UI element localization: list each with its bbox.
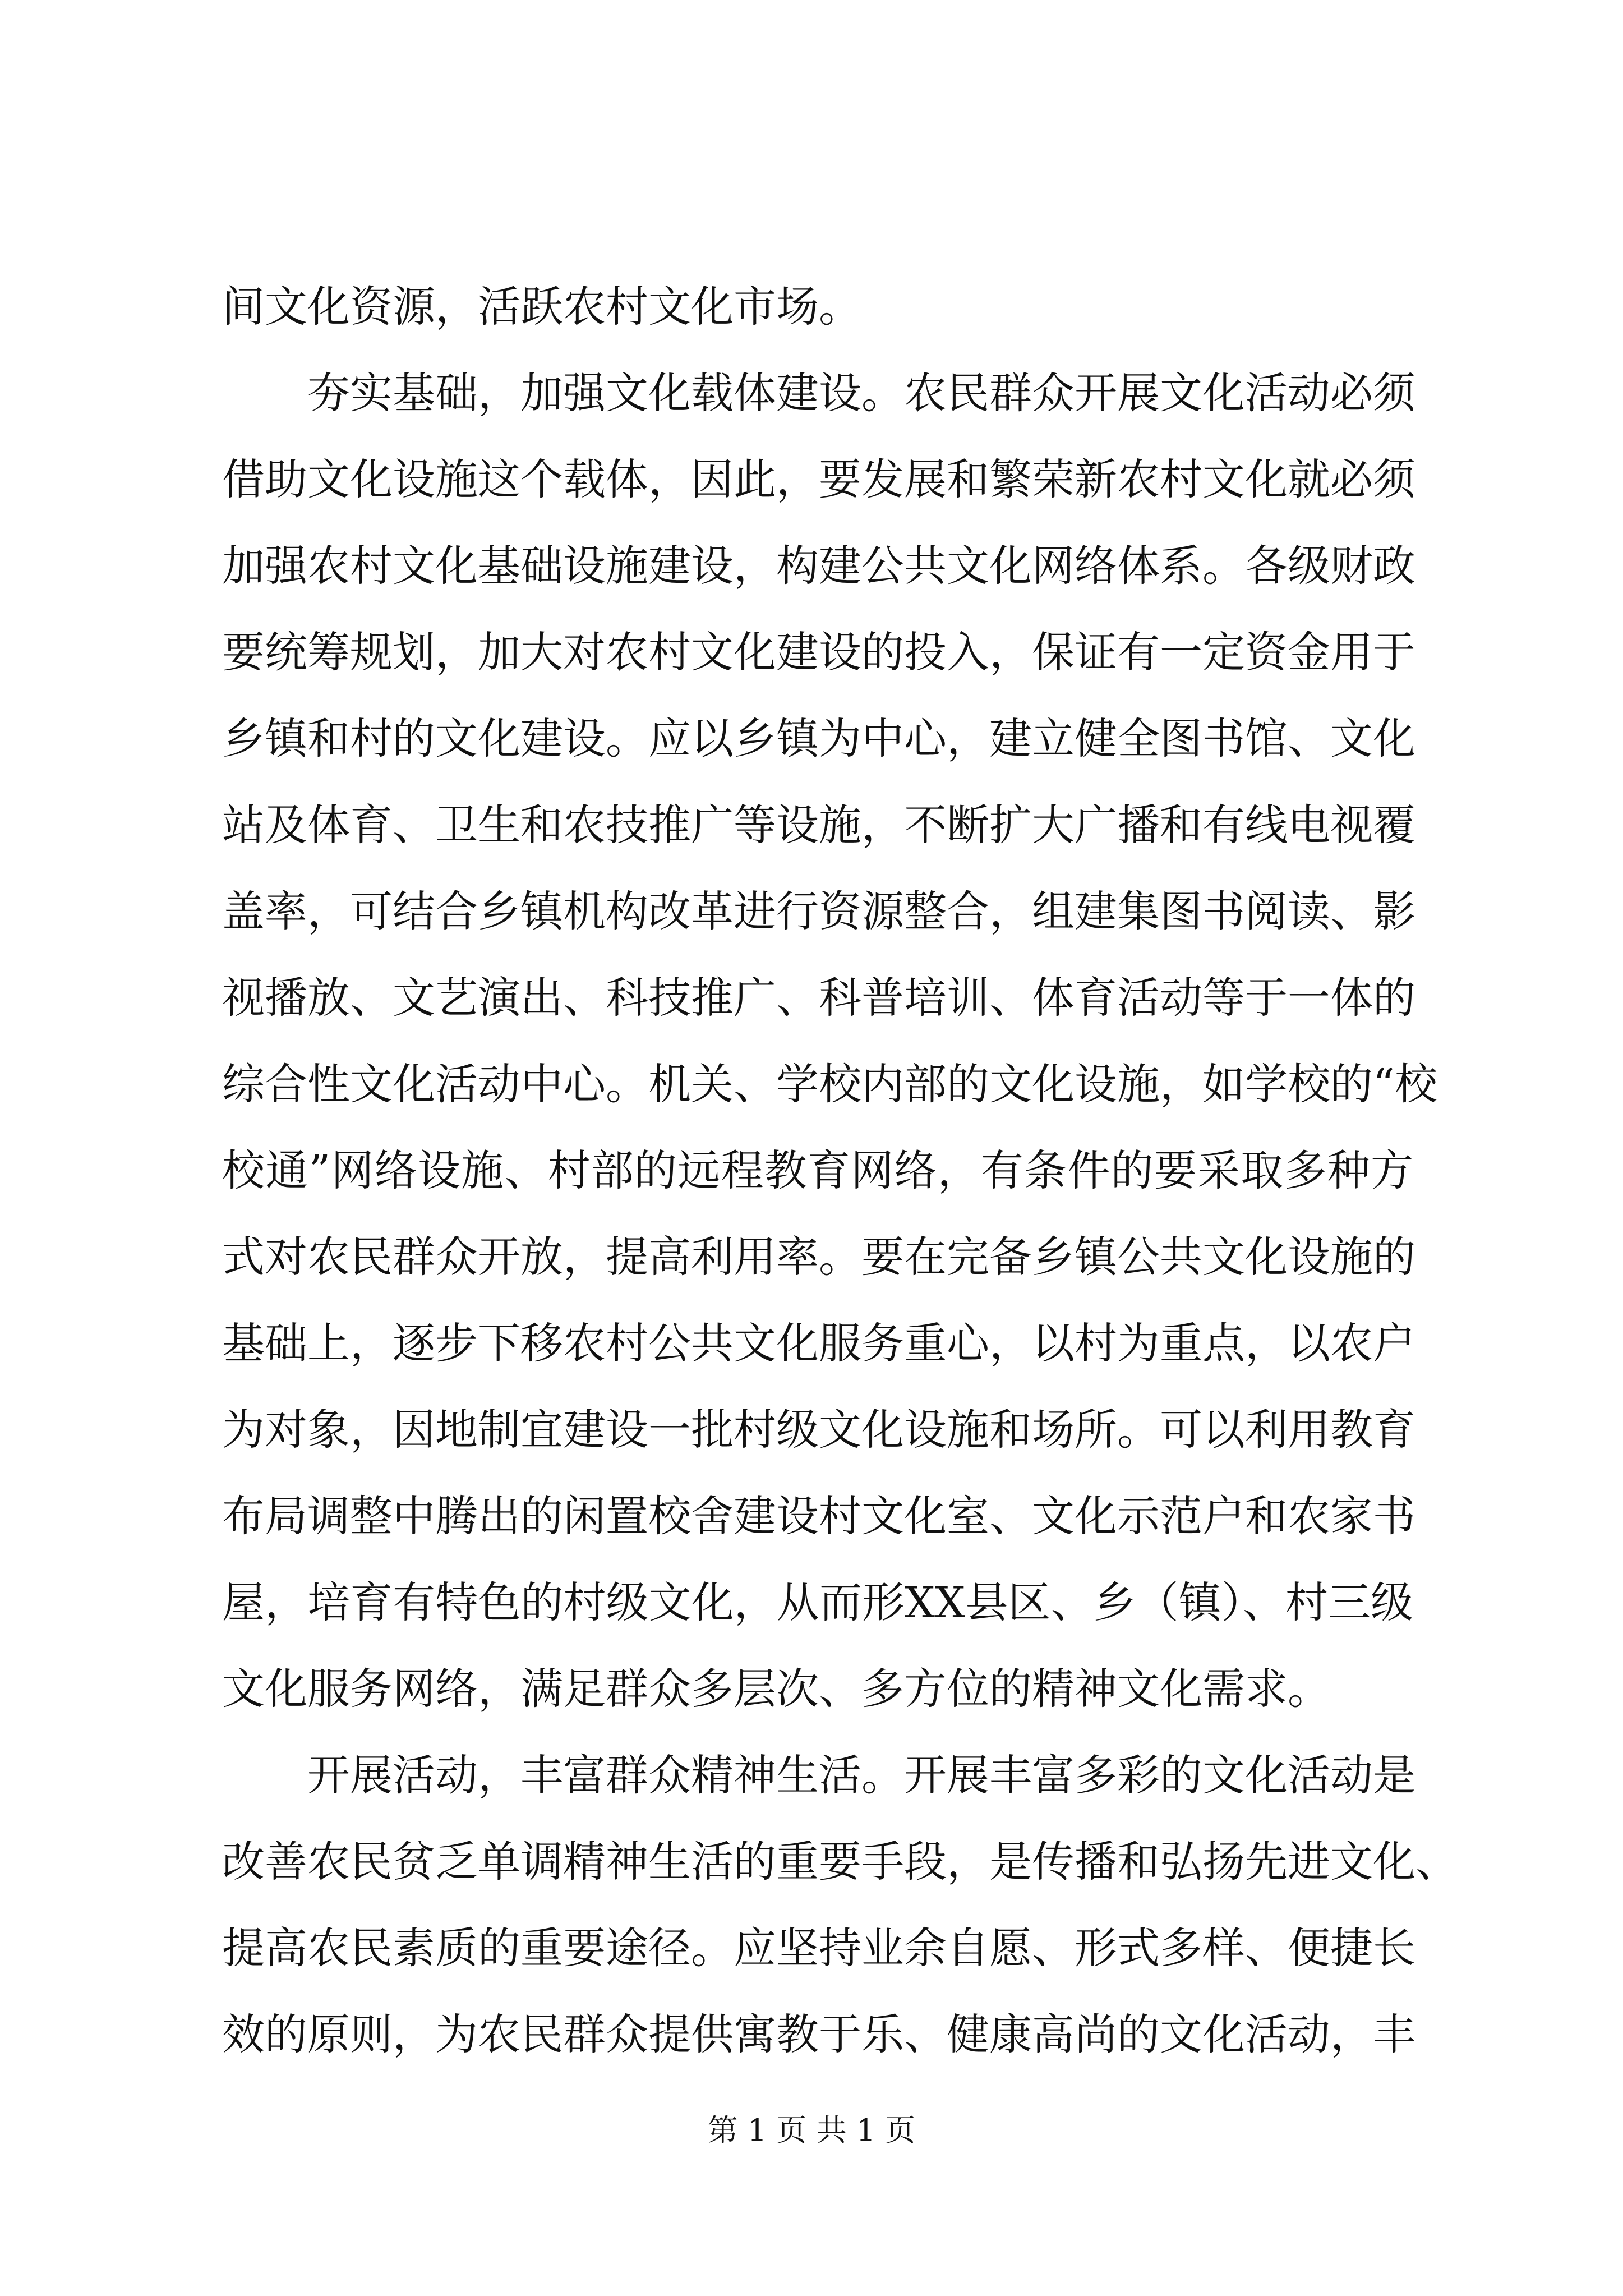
- text-line: 开展活动，丰富群众精神生活。开展丰富多彩的文化活动是: [307, 1750, 1415, 1800]
- text-line: 为对象，因地制宜建设一批村级文化设施和场所。可以利用教育: [222, 1405, 1415, 1455]
- text-line: 屋，培育有特色的村级文化，从而形XX县区、乡（镇）、村三级: [222, 1577, 1413, 1627]
- text-line: 综合性文化活动中心。机关、学校内部的文化设施，如学校的“校: [222, 1059, 1437, 1109]
- text-line: 间文化资源，活跃农村文化市场。: [222, 282, 861, 332]
- paragraph: [222, 1732, 1458, 2078]
- document-body: [222, 264, 1458, 2078]
- page-footer: 第 1 页 共 1 页: [707, 2113, 916, 2148]
- text-line: 基础上，逐步下移农村公共文化服务重心，以村为重点，以农户: [222, 1318, 1415, 1368]
- text-line: 文化服务网络，满足群众多层次、多方位的精神文化需求。: [222, 1664, 1330, 1714]
- text-line: 改善农民贫乏单调精神生活的重要手段，是传播和弘扬先进文化、: [222, 1837, 1458, 1887]
- text-line: 借助文化设施这个载体，因此，要发展和繁荣新农村文化就必须: [222, 454, 1415, 504]
- text-line: 夯实基础，加强文化载体建设。农民群众开展文化活动必须: [307, 368, 1415, 418]
- text-line: 校通”网络设施、村部的远程教育网络，有条件的要采取多种方: [222, 1145, 1413, 1195]
- text-line: 式对农民群众开放，提高利用率。要在完备乡镇公共文化设施的: [222, 1232, 1415, 1282]
- text-line: 效的原则，为农民群众提供寓教于乐、健康高尚的文化活动，丰: [222, 2009, 1415, 2059]
- text-line: 提高农民素质的重要途径。应坚持业余自愿、形式多样、便捷长: [222, 1923, 1415, 1973]
- text-line: 盖率，可结合乡镇机构改革进行资源整合，组建集图书阅读、影: [222, 886, 1415, 936]
- text-line: 加强农村文化基础设施建设，构建公共文化网络体系。各级财政: [222, 541, 1415, 591]
- text-line: 站及体育、卫生和农技推广等设施，不断扩大广播和有线电视覆: [222, 800, 1415, 850]
- paragraph: [222, 350, 1437, 1732]
- text-line: 要统筹规划，加大对农村文化建设的投入，保证有一定资金用于: [222, 627, 1415, 677]
- paragraph: [222, 264, 1413, 350]
- text-line: 视播放、文艺演出、科技推广、科普培训、体育活动等于一体的: [222, 973, 1415, 1023]
- text-line: 乡镇和村的文化建设。应以乡镇为中心，建立健全图书馆、文化: [222, 714, 1415, 763]
- text-line: 布局调整中腾出的闲置校舍建设村文化室、文化示范户和农家书: [222, 1491, 1415, 1541]
